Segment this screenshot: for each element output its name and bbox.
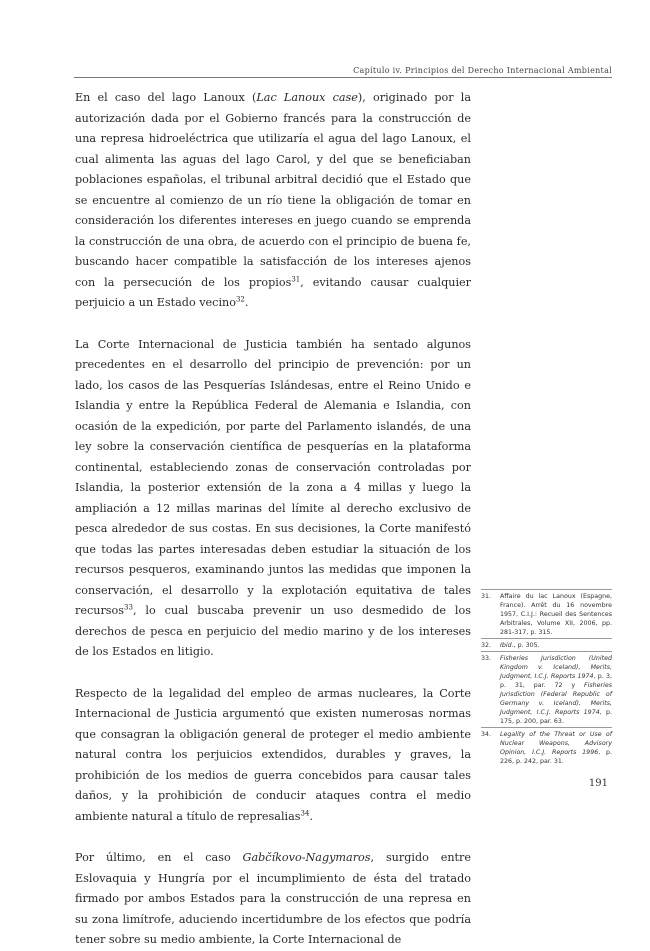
- footnote-32: [481, 638, 612, 651]
- footnote-ref-33[interactable]: 33: [124, 603, 133, 612]
- footnote-number: 34.: [481, 731, 492, 738]
- footnote-33: [481, 651, 612, 727]
- footnote-31: [481, 589, 612, 638]
- text-run: ), originado por la autorización dada por el Gobierno francés para la construcción de una represa hidroeléctrica que utilizaría el agua del lago Lanoux, el cual alimenta las aguas del lago Carol, y del que se beneficiaban poblaciones españolas, el tribunal arbitral decidió que el Estado que se encuentre al comienzo de un río tiene la obligación de tomar en consideración los diferentes intereses en juego cuando se emprenda la construcción de una obra, de acuerdo con el principio de buena fe, buscando hacer compatible la satisfacción de los intereses ajenos con la persecución de los propios: [75, 91, 471, 289]
- italic-case-name: Lac Lanoux case: [256, 91, 358, 104]
- paragraph-fisheries: [75, 335, 471, 663]
- footnote-run: , p. 305.: [513, 642, 540, 649]
- page-number: 191: [588, 778, 608, 789]
- text-run: , lo cual buscaba prevenir un uso desmedido de los derechos de pesca en perjuicio del medio marino y de los intereses de los Estados en litigio.: [75, 604, 471, 658]
- text-run: , evitando causar cualquier perjuicio a un Estado vecino: [75, 275, 471, 309]
- text-run: La Corte Internacional de Justicia también ha sentado algunos precedentes en el desarrollo del principio de prevención: por un lado, los casos de las Pesquerías Islándesas, entre el Reino Unido e Islandia y entre la República Federal de Alemania e Islandia, con ocasión de la expedición, por parte del Parlamento islandés, de una ley sobre la conservación científica de pesquerías en la plataforma continental, estableciendo zonas de conservación controladas por Islandia, la posterior extensión de la zona a 4 millas y luego la ampliación a 12 millas marinas del límite al derecho exclusivo de pesca alrededor de sus costas. En sus decisiones, la Corte manifestó que todas las partes interesadas deben estudiar la situación de los recursos pesqueros, examinando juntos las medidas que imponen la conservación, el desarrollo y la explotación equitativa de tales recursos: [75, 337, 471, 617]
- footnote-run: , p. 3, p. 31, par. 72 y: [500, 673, 612, 689]
- footnote-text: [500, 654, 612, 726]
- footnote-text: [500, 730, 612, 766]
- footnote-number: 31.: [481, 593, 492, 600]
- text-run: Respecto de la legalidad del empleo de armas nucleares, la Corte Internacional de Justicia argumentó que existen numerosas normas que consagran la obligación general de proteger el medio ambiente natural contra los perjuicios extendidos, durables y graves, la prohibición de los medios de guerra concebidos para causar tales daños, y la prohibición de conducir ataques contra el medio ambiente natural a título de represalias: [75, 686, 471, 823]
- footnote-number: 32.: [481, 642, 492, 649]
- footnote-ref-31[interactable]: 31: [291, 274, 301, 283]
- footnote-italic: Ibid.: [500, 642, 514, 649]
- text-run: .: [244, 296, 249, 309]
- footnote-number: 33.: [481, 655, 492, 662]
- paragraph-gabcikovo: [75, 848, 471, 951]
- footnote-italic: Legality of the Threat or Use of Nuclear Weapons, Advisory Opinion, I.C.J. Reports 1996: [500, 731, 612, 756]
- footnote-ref-32[interactable]: 32: [235, 295, 245, 304]
- text-run: , surgido entre Eslovaquia y Hungría por el incumplimiento de ésta del tratado firmado por ambos Estados para la construcción de una represa en su zona limítrofe, aduciendo incertidumbre de los efectos que podría tener sobre su medio ambiente, la Corte Internacional de: [75, 851, 471, 946]
- footnote-italic: Fisheries Jurisdiction (United Kingdom v. Iceland), Merits, Judgment, I.C.J. Reports 1974: [500, 655, 612, 680]
- footnote-italic: Fisheries Jurisdiction (Federal Republic of Germany v. Iceland), Merits, Judgment, I.C.J. Reports 1974: [500, 682, 612, 716]
- text-run: En el caso del lago Lanoux (: [75, 91, 257, 104]
- footnote-34: [481, 727, 612, 767]
- text-run: Por último, en el caso: [75, 851, 243, 864]
- footnote-run: , p. 226, p. 242, par. 31.: [500, 749, 612, 765]
- header-rule: [74, 77, 612, 78]
- body-text: [75, 88, 471, 951]
- italic-case-name: Gabčíkovo-Nagymaros: [242, 851, 371, 864]
- footnote-text: [500, 641, 612, 650]
- paragraph-lanoux: [75, 88, 471, 314]
- text-run: .: [309, 809, 314, 823]
- running-head: Capítulo iv. Principios del Derecho Internacional Ambiental: [353, 66, 612, 75]
- footnotes: [481, 589, 612, 767]
- footnote-run: , p. 175, p. 200, par. 63.: [500, 709, 612, 725]
- paragraph-nuclear-weapons: [75, 684, 471, 828]
- footnote-text: Affaire du lac Lanoux (Espagne, France). Arrêt du 16 novembre 1957, C.I.J.: Recueil des Sentences Arbitrales, Volume XII, 2006, pp. 281-317, p. 315.: [500, 593, 612, 636]
- footnote-ref-34[interactable]: 34: [300, 808, 310, 817]
